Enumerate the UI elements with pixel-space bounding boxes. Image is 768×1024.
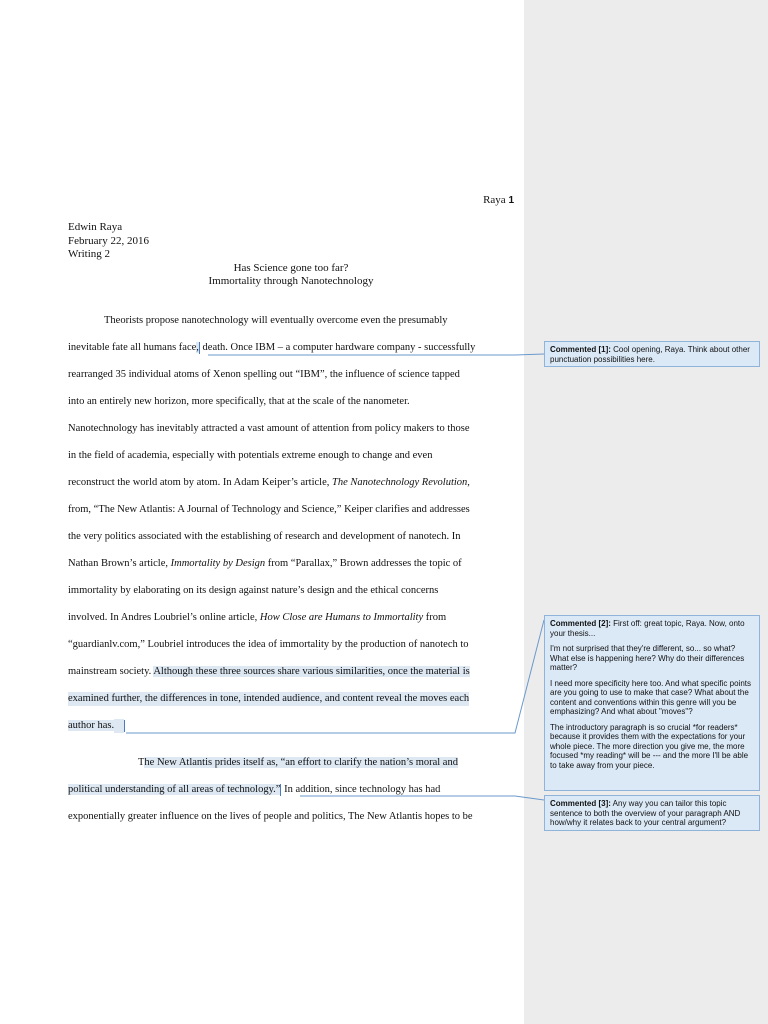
comment-anchor-3-cont[interactable]: political understanding of all areas of technology.”: [68, 784, 281, 795]
body-line: rearranged 35 individual atoms of Xenon spelling out “IBM”, the influence of science tapped: [68, 369, 460, 380]
comment-tag: Commented [2]:: [550, 619, 611, 628]
body-line: reconstruct the world atom by atom. In Adam Keiper’s article, The Nanotechnology Revolution,: [68, 477, 470, 488]
body-line: Nathan Brown’s article, Immortality by Design from “Parallax,” Brown addresses the topic of: [68, 558, 462, 569]
title-line-2: Immortality through Nanotechnology: [208, 275, 374, 287]
comment-anchor-3[interactable]: he New Atlantis prides itself as, “an effort to clarify the nation’s moral and: [144, 757, 458, 768]
comment-anchor-1[interactable]: ,: [196, 342, 199, 353]
comment-3[interactable]: Commented [3]: Any way you can tailor this topic sentence to both the overview of your paragraph AND how/why it relates back to your central argument?: [544, 795, 760, 831]
comment-anchor-2[interactable]: Although these three sources share various similarities, once the material is: [153, 666, 470, 677]
header-author: Raya: [483, 194, 506, 206]
comment-1[interactable]: Commented [1]: Cool opening, Raya. Think about other punctuation possibilities here.: [544, 341, 760, 367]
body-line: from, “The New Atlantis: A Journal of Technology and Science,” Keiper clarifies and addresses: [68, 504, 470, 515]
comment-anchor-2-cont[interactable]: examined further, the differences in tone, intended audience, and content reveal the moves each: [68, 693, 470, 704]
body-line: “guardianlv.com,” Loubriel introduces the idea of immortality by the production of nanotech to: [68, 639, 469, 650]
body-line: exponentially greater influence on the lives of people and politics, The New Atlantis hopes to be: [68, 811, 473, 822]
running-header: [440, 194, 514, 206]
comment-paragraph: The introductory paragraph is so crucial *for readers* because it provides them with the expectations for your whole piece. The more direction you give me, the more focused *my reading* will be --- and the more I'll be able to take away from your piece.: [550, 722, 749, 770]
body-line: Nanotechnology has inevitably attracted a vast amount of attention from policy makers to those: [68, 423, 470, 434]
date-line: February 22, 2016: [68, 235, 149, 247]
body-line: the very politics associated with the establishing of research and development of nanotech. In: [68, 531, 461, 542]
course-line: Writing 2: [68, 248, 111, 260]
comment-2[interactable]: Commented [2]: First off: great topic, Raya. Now, onto your thesis... I'm not surprised that they're different, so... so what? What else is happening here? Why do their differences matter? I need more specificity here too. And what specific points are you going to use to make that case? What about the content and conventions within this genre will you be emphasizing? And what about "moves"? The introductory paragraph is so crucial *for readers* because it provides them with the expectations for your whole piece. The more direction you give me, the more focused *my reading* will be --- and the more I'll be able to take away from your piece.: [544, 615, 760, 791]
body-line: involved. In Andres Loubriel’s online article, How Close are Humans to Immortality from: [68, 612, 447, 623]
comment-tag: Commented [1]:: [550, 345, 611, 354]
author-name: Edwin Raya: [68, 221, 123, 233]
body-line: political understanding of all areas of technology.” In addition, since technology has had: [68, 784, 441, 795]
header-page-number: 1: [508, 195, 514, 206]
comment-tag: Commented [3]:: [550, 799, 611, 808]
comment-paragraph: I'm not surprised that they're different, so... so what? What else is happening here? Why do their differences matter?: [550, 644, 745, 672]
title-line-1: Has Science gone too far?: [233, 262, 349, 274]
comments-pane: [524, 0, 768, 1024]
body-line: immortality by elaborating on its design against nature’s design and the ethical concerns: [68, 585, 439, 596]
body-line: in the field of academia, especially with potentials extreme enough to change and even: [68, 450, 433, 461]
body-line: The New Atlantis prides itself as, “an effort to clarify the nation’s moral and: [138, 757, 458, 768]
body-line: author has.: [68, 719, 125, 733]
body-line: Theorists propose nanotechnology will eventually overcome even the presumably: [104, 315, 448, 326]
body-line: inevitable fate all humans face, death. Once IBM – a computer hardware company - successfully: [68, 342, 476, 353]
body-line: into an entirely new horizon, more specifically, that at the scale of the nanometer.: [68, 396, 410, 407]
body-line: mainstream society. Although these three sources share various similarities, once the material is: [68, 666, 470, 677]
comment-paragraph: I need more specificity here too. And what specific points are you going to use to make that case? What about the content and conventions within this genre will you be emphasizing? And what about "moves"?: [550, 678, 751, 716]
